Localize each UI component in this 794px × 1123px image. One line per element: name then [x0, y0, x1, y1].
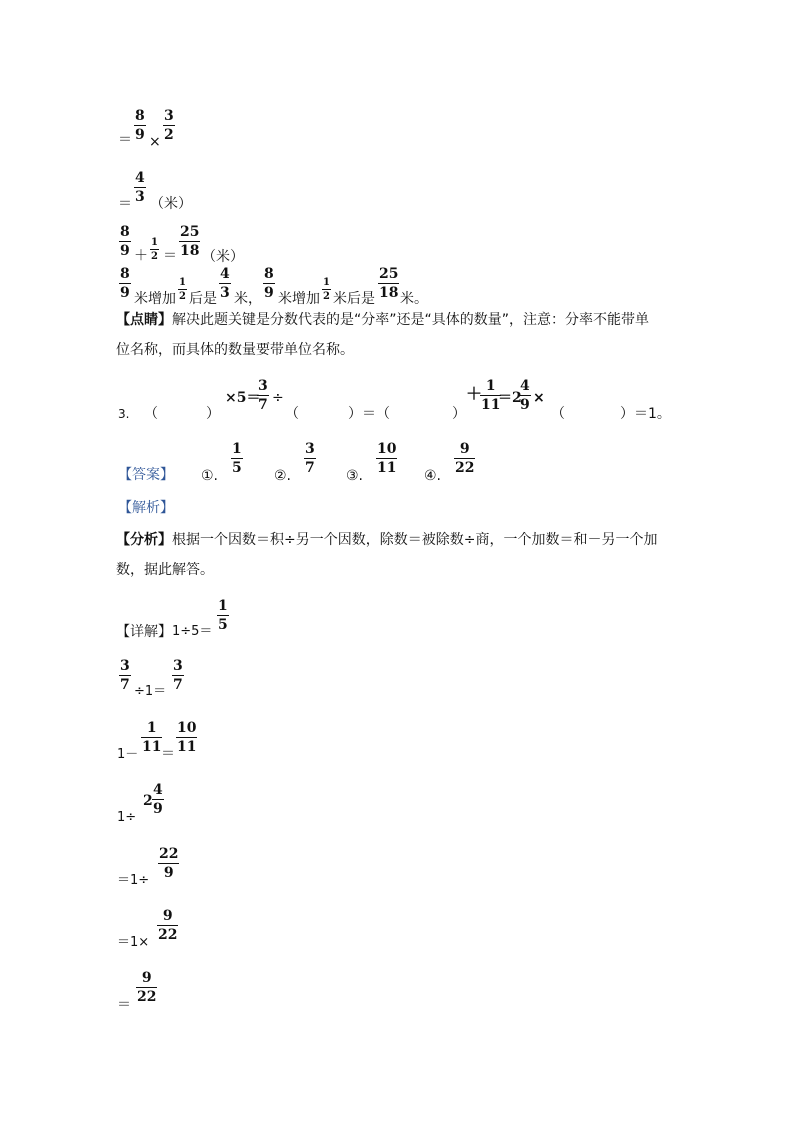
- fraction: 1 2: [323, 277, 330, 302]
- fraction: 25 18: [379, 266, 399, 301]
- answer-marker: ③.: [346, 468, 364, 484]
- answer-marker: ④.: [424, 468, 442, 484]
- equals-two: ＝2: [498, 390, 522, 406]
- equals-sign: ＝: [161, 746, 175, 762]
- expression: 1÷5＝: [172, 624, 213, 639]
- paren-open: （: [285, 406, 299, 422]
- fraction: 22 9: [159, 846, 179, 881]
- answer-marker: ①.: [201, 468, 219, 484]
- expression: ÷1＝: [134, 684, 167, 699]
- text: 米。: [400, 291, 428, 307]
- equals-paren: ）＝（: [348, 406, 390, 422]
- answer-marker: ②.: [274, 468, 292, 484]
- fraction: 1 2: [151, 237, 158, 262]
- answer-fraction: 10 11: [377, 441, 397, 476]
- expression: 1－: [117, 747, 139, 762]
- equals-sign: ＝: [117, 997, 131, 1013]
- fraction: 4 3: [220, 266, 230, 301]
- paren-open: （: [551, 406, 565, 422]
- fenxi-paragraph-cont: [116, 560, 214, 580]
- fraction: 10 11: [177, 720, 197, 755]
- dianjing-paragraph: [116, 310, 649, 330]
- answer-fraction: 1 5: [232, 441, 242, 476]
- text: 米增加: [134, 291, 176, 307]
- times-sign: ×: [149, 134, 161, 150]
- question-number: 3.: [118, 407, 130, 421]
- fraction: 3 7: [258, 378, 268, 413]
- dianjing-paragraph-cont: [116, 340, 354, 360]
- fraction: 25 18: [180, 224, 200, 259]
- fraction: 3 7: [120, 658, 130, 693]
- unit-text: （米）: [150, 196, 192, 212]
- paren-close: ）: [206, 406, 220, 422]
- text: 米，: [234, 291, 262, 307]
- plus-sign: ＋: [134, 248, 148, 264]
- text: 米后是: [333, 291, 375, 307]
- paren-open: （: [144, 406, 158, 422]
- paragraph-text: 解决此题关键是分数代表的是“分率”还是“具体的数量”，注意：分率不能带单: [172, 312, 650, 328]
- answer-fraction: 9 22: [455, 441, 475, 476]
- jiexi-label: 【解析】: [118, 500, 174, 516]
- times-sign: ×: [533, 390, 545, 406]
- fraction: 1 2: [179, 277, 186, 302]
- fraction: 8 9: [135, 108, 145, 143]
- fraction: 9 22: [158, 908, 178, 943]
- section-label: 【分析】: [116, 532, 172, 548]
- text: 米增加: [278, 291, 320, 307]
- unit-text: （米）: [202, 249, 244, 265]
- answer-fraction: 3 7: [305, 441, 315, 476]
- divide-sign: ÷: [272, 390, 284, 406]
- expression: 1÷: [117, 810, 137, 825]
- plus-sign: ＋: [466, 384, 483, 403]
- answer-label: 【答案】: [118, 467, 174, 483]
- fraction: 4 3: [135, 170, 145, 205]
- fraction: 8 9: [120, 266, 130, 301]
- equals-sign: ＝: [163, 248, 177, 264]
- times-five: ×5＝: [225, 390, 261, 406]
- section-label: 【点睛】: [116, 312, 172, 328]
- fraction: 3 7: [173, 658, 183, 693]
- mixed-number-int: 2: [143, 793, 153, 809]
- paragraph-text: 数，据此解答。: [116, 562, 214, 578]
- equals-sign: ＝: [118, 132, 132, 148]
- xiangjie-label: 【详解】: [116, 624, 172, 640]
- text: 后是: [189, 291, 217, 307]
- paren-close-equals-one: ）＝1。: [620, 406, 671, 422]
- expression: ＝1÷: [117, 873, 150, 888]
- fraction: 4 9: [153, 782, 163, 817]
- fraction: 8 9: [120, 224, 130, 259]
- fraction: 8 9: [264, 266, 274, 301]
- fraction: 4 9: [520, 378, 530, 413]
- fraction: 1 11: [481, 378, 501, 413]
- fraction: 1 5: [218, 598, 228, 633]
- fraction: 1 11: [142, 720, 162, 755]
- fraction: 9 22: [137, 970, 157, 1005]
- fenxi-paragraph: [116, 530, 657, 550]
- paren-close: ）: [452, 406, 466, 422]
- paragraph-text: 根据一个因数＝积÷另一个因数，除数＝被除数÷商，一个加数＝和－另一个加: [172, 532, 658, 548]
- expression: ＝1×: [117, 935, 150, 950]
- fraction: 3 2: [164, 108, 174, 143]
- paragraph-text: 位名称，而具体的数量要带单位名称。: [116, 342, 354, 358]
- equals-sign: ＝: [118, 196, 132, 212]
